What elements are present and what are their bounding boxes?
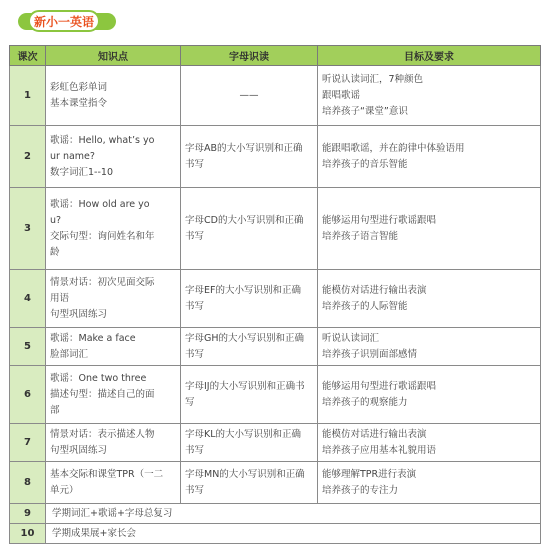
page-title: 新小一英语 (33, 14, 94, 29)
merged-cell: 学期词汇+歌谣+字母总复习 (46, 504, 541, 524)
cell-line: 写 (185, 396, 195, 408)
knowledge-cell (46, 66, 181, 126)
cell-line: 书写 (185, 348, 205, 360)
cell-line: 书写 (185, 230, 205, 242)
knowledge-cell (46, 424, 181, 462)
table-row (10, 366, 541, 424)
cell-line: 能模仿对话进行输出表演 (322, 284, 427, 296)
table-row-merged (10, 504, 541, 524)
header-letters: 字母识读 (181, 46, 318, 66)
banner-pill (28, 10, 100, 32)
lesson-number: 6 (10, 366, 46, 424)
course-table (9, 45, 541, 544)
cell-line: 交际句型：询问姓名和年 (50, 230, 155, 242)
knowledge-cell (46, 188, 181, 270)
cell-line: 培养孩子的音乐智能 (322, 158, 408, 170)
cell-line: 培养孩子的人际智能 (322, 300, 408, 312)
cell-line: 描述句型：描述自己的面 (50, 388, 155, 400)
cell-line: 书写 (185, 158, 205, 170)
lesson-number: 5 (10, 328, 46, 366)
cell-line: 用语 (50, 292, 70, 304)
header-goals: 目标及要求 (318, 46, 541, 66)
cell-line: 能够理解TPR进行表演 (322, 468, 417, 480)
cell-line: 歌谣：One two three (50, 372, 147, 384)
cell-line: 能模仿对话进行输出表演 (322, 428, 427, 440)
goals-cell (318, 366, 541, 424)
table-row (10, 328, 541, 366)
cell-line: 培养孩子的专注力 (322, 484, 399, 496)
letters-cell (181, 270, 318, 328)
cell-line: 培养孩子应用基本礼貌用语 (322, 444, 437, 456)
cell-line: 字母AB的大小写识别和正确 (185, 142, 303, 154)
lesson-number: 9 (10, 504, 46, 524)
cell-line: 彩虹色彩单词 (50, 81, 108, 93)
cell-line: 情景对话：表示描述人物 (50, 428, 155, 440)
cell-line: 基本交际和课堂TPR（一二 (50, 468, 164, 480)
cell-line: 能跟唱歌谣，并在韵律中体验语用 (322, 142, 465, 154)
letters-cell (181, 424, 318, 462)
lesson-number: 1 (10, 66, 46, 126)
table-row (10, 188, 541, 270)
knowledge-cell (46, 328, 181, 366)
goals-cell (318, 126, 541, 188)
cell-line: 歌谣：How old are yo (50, 198, 150, 210)
cell-line: 部 (50, 404, 60, 416)
knowledge-cell (46, 462, 181, 504)
merged-cell: 学期成果展+家长会 (46, 524, 541, 544)
header-knowledge: 知识点 (46, 46, 181, 66)
cell-line: 跟唱歌谣 (322, 89, 361, 101)
letters-cell (181, 126, 318, 188)
cell-line: 字母EF的大小写识别和正确 (185, 284, 301, 296)
goals-cell (318, 270, 541, 328)
table-row (10, 424, 541, 462)
table-row (10, 66, 541, 126)
letters-cell (181, 66, 318, 126)
cell-line: 能够运用句型进行歌谣跟唱 (322, 214, 437, 226)
lesson-number: 3 (10, 188, 46, 270)
cell-line: 龄 (50, 246, 60, 258)
letters-cell (181, 188, 318, 270)
goals-cell (318, 66, 541, 126)
letters-cell (181, 462, 318, 504)
cell-line: 字母KL的大小写识别和正确 (185, 428, 302, 440)
cell-line: u? (50, 214, 62, 226)
table-row-merged (10, 524, 541, 544)
cell-line: 培养孩子语言智能 (322, 230, 399, 242)
goals-cell (318, 188, 541, 270)
cell-line: 歌谣：Make a face (50, 332, 136, 344)
table-row (10, 462, 541, 504)
cell-line: 基本课堂指令 (50, 97, 108, 109)
goals-cell (318, 424, 541, 462)
table-row (10, 270, 541, 328)
table-header-row (10, 46, 541, 66)
cell-line: —— (239, 89, 259, 101)
letters-cell (181, 328, 318, 366)
lesson-number: 10 (10, 524, 46, 544)
lesson-number: 2 (10, 126, 46, 188)
cell-line: 能够运用句型进行歌谣跟唱 (322, 380, 437, 392)
cell-line: 培养孩子的观察能力 (322, 396, 408, 408)
cell-line: 歌谣：Hello, what’s yo (50, 134, 155, 146)
title-banner (18, 10, 116, 34)
knowledge-cell (46, 366, 181, 424)
letters-cell (181, 366, 318, 424)
cell-line: 句型巩固练习 (50, 308, 108, 320)
cell-line: 脸部词汇 (50, 348, 89, 360)
cell-line: 听说认读词汇 (322, 332, 380, 344)
cell-line: 字母IJ的大小写识别和正确书 (185, 380, 305, 392)
cell-line: ur name? (50, 150, 95, 162)
lesson-number: 8 (10, 462, 46, 504)
cell-line: 情景对话：初次见面交际 (50, 276, 155, 288)
cell-line: 单元） (50, 484, 79, 496)
lesson-number: 4 (10, 270, 46, 328)
cell-line: 听说认读词汇，7种颜色 (322, 73, 424, 85)
cell-line: 书写 (185, 444, 205, 456)
cell-line: 字母GH的大小写识别和正确 (185, 332, 305, 344)
goals-cell (318, 328, 541, 366)
lesson-number: 7 (10, 424, 46, 462)
knowledge-cell (46, 270, 181, 328)
cell-line: 培养孩子识别面部感情 (322, 348, 418, 360)
cell-line: 数字词汇1--10 (50, 166, 113, 178)
cell-line: 字母MN的大小写识别和正确 (185, 468, 305, 480)
goals-cell (318, 462, 541, 504)
cell-line: 书写 (185, 300, 205, 312)
table-row (10, 126, 541, 188)
cell-line: 字母CD的大小写识别和正确 (185, 214, 304, 226)
cell-line: 书写 (185, 484, 205, 496)
knowledge-cell (46, 126, 181, 188)
cell-line: 句型巩固练习 (50, 444, 108, 456)
header-lesson: 课次 (10, 46, 46, 66)
cell-line: 培养孩子“课堂”意识 (322, 105, 408, 117)
